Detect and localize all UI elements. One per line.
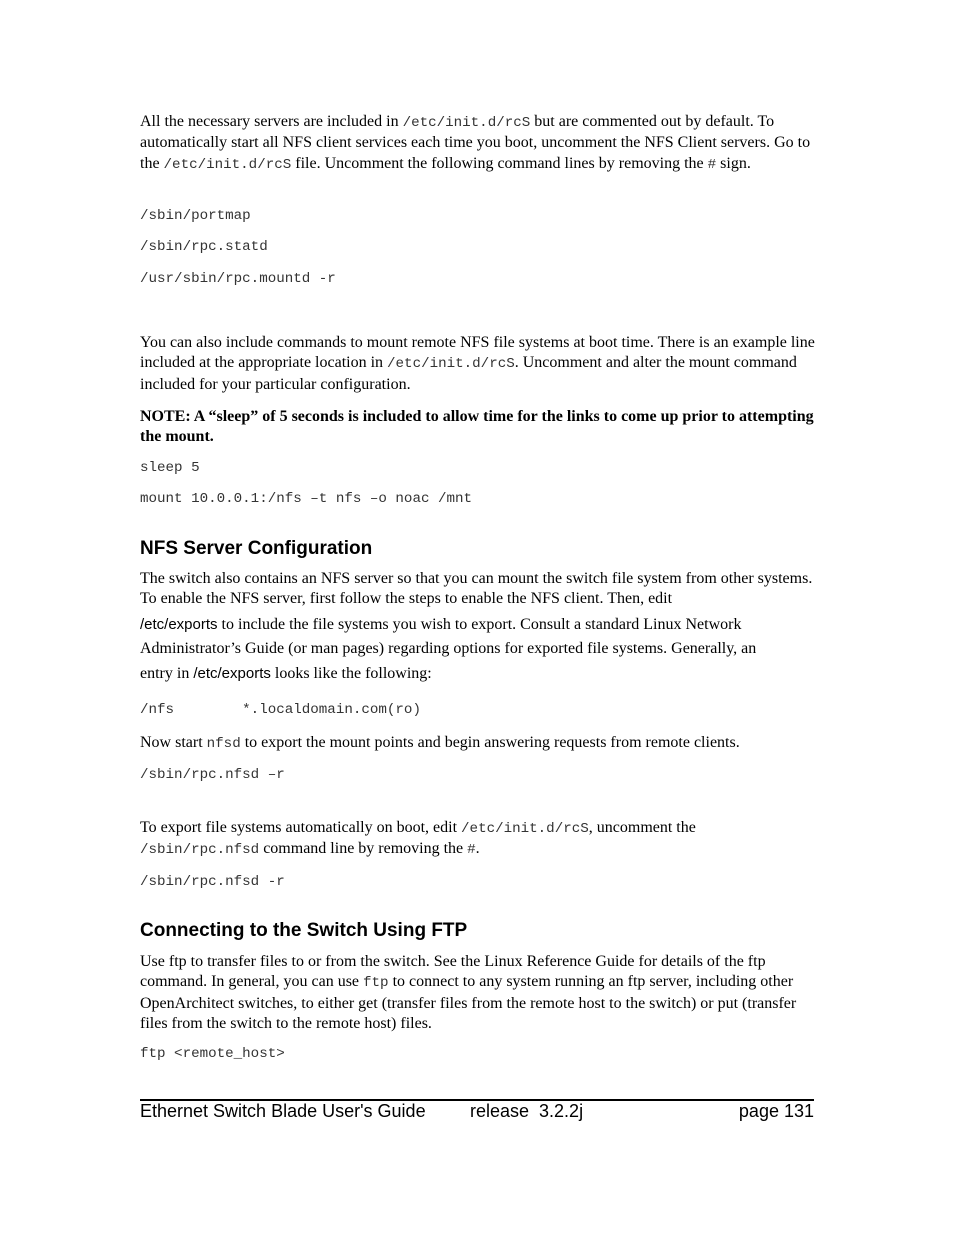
text: file. Uncomment the following command lines by removing the bbox=[291, 154, 708, 172]
footer-release: release 3.2.2j bbox=[470, 1101, 584, 1121]
paragraph-start-nfsd bbox=[140, 733, 820, 754]
text: . Uncomment and alter the mount command included for your particular configuration. bbox=[140, 354, 797, 393]
paragraph-nfs-client-servers bbox=[140, 112, 820, 175]
inline-code: # bbox=[467, 842, 476, 859]
text: Use ftp to transfer files to or from the switch. See the Linux Reference Guide for details of the ftp command. In general, you can use bbox=[140, 953, 766, 991]
inline-code: /etc/init.d/rcS bbox=[387, 356, 515, 373]
heading-connecting-ftp: Connecting to the Switch Using FTP bbox=[140, 920, 468, 941]
text: The switch also contains an NFS server so that you can mount the switch file system from other systems. To enable the NFS server, first follow the steps to enable the NFS client. Then, edit bbox=[140, 570, 813, 608]
text: To export file systems automatically on boot, edit bbox=[140, 819, 462, 836]
inline-code: ftp bbox=[363, 975, 389, 992]
text: . bbox=[475, 840, 480, 858]
paragraph-ftp bbox=[140, 952, 820, 1035]
heading-nfs-server-configuration: NFS Server Configuration bbox=[140, 538, 373, 559]
inline-path: /etc/exports bbox=[140, 615, 218, 633]
code-line: /sbin/rpc.nfsd –r bbox=[140, 767, 285, 783]
paragraph-export-on-boot bbox=[140, 818, 820, 861]
text: entry in bbox=[140, 665, 194, 683]
code-line: /nfs *.localdomain.com(ro) bbox=[140, 702, 421, 718]
inline-code: /etc/init.d/rcS bbox=[402, 115, 531, 131]
code-line: /sbin/rpc.nfsd -r bbox=[140, 874, 285, 890]
text: to export the mount points and begin answering requests from remote clients. bbox=[240, 734, 740, 751]
text: but are commented out by default. To automatically start all NFS client services each time you boot, uncomment the NFS Client servers. Go to the bbox=[140, 113, 811, 172]
footer-title: Ethernet Switch Blade User's Guide bbox=[140, 1101, 426, 1121]
inline-code: /etc/init.d/rcS bbox=[461, 821, 589, 837]
text: looks like the following: bbox=[270, 665, 432, 683]
paragraph-nfs-server bbox=[140, 569, 820, 688]
text: , uncomment the bbox=[588, 819, 696, 836]
inline-code: /sbin/rpc.nfsd bbox=[140, 842, 260, 859]
text: All the necessary servers are included in bbox=[140, 113, 403, 130]
text: sign. bbox=[716, 154, 751, 172]
note-sleep: NOTE: A “sleep” of 5 seconds is included to allow time for the links to come up prior to attempting the mount. bbox=[140, 408, 814, 446]
text: command line by removing the bbox=[259, 840, 468, 858]
paragraph-mount-at-boot bbox=[140, 333, 820, 395]
code-line: /sbin/rpc.statd bbox=[140, 239, 268, 255]
code-line: /sbin/portmap bbox=[140, 208, 251, 224]
inline-code: /etc/init.d/rcS bbox=[163, 156, 292, 173]
text: to include the file systems you wish to export. Consult a standard Linux Network Administrator’s Guide (or man pages) regarding options for exported file systems. Generally, an bbox=[140, 615, 757, 657]
inline-path: /etc/exports bbox=[193, 665, 271, 683]
code-line: /usr/sbin/rpc.mountd -r bbox=[140, 271, 336, 287]
text: You can also include commands to mount remote NFS file systems at boot time. There is an example line included at the appropriate location in bbox=[140, 334, 815, 372]
inline-code: # bbox=[707, 156, 717, 173]
text: to connect to any system running an ftp server, including other OpenArchitect switches, to either get (transfer files from the remote host to the switch) or put (transfer files from the switch to the remote host) files. bbox=[140, 973, 797, 1033]
footer-page-number: page 131 bbox=[738, 1101, 814, 1121]
inline-code: nfsd bbox=[206, 736, 241, 752]
text: Now start bbox=[140, 734, 207, 751]
code-line: sleep 5 bbox=[140, 460, 200, 476]
code-line: mount 10.0.0.1:/nfs –t nfs –o noac /mnt bbox=[140, 491, 473, 507]
code-line: ftp <remote_host> bbox=[140, 1046, 285, 1062]
